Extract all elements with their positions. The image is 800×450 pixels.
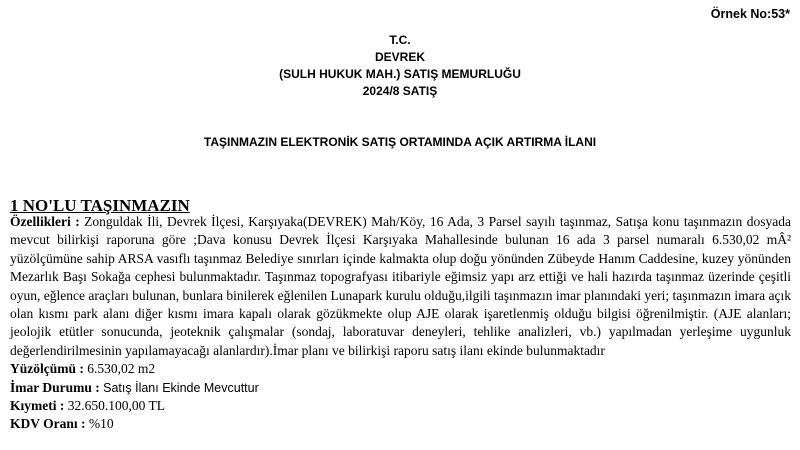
- features-paragraph: [10, 213, 791, 360]
- vat-row: [10, 415, 791, 433]
- document-title: TAŞINMAZIN ELEKTRONİK SATIŞ ORTAMINDA AÇIK ARTIRMA İLANI: [203, 135, 597, 149]
- zoning-label: İmar Durumu :: [10, 379, 104, 395]
- zoning-row: [10, 379, 791, 397]
- area-value: 6.530,02 m2: [87, 361, 156, 377]
- document-header: [0, 32, 800, 100]
- header-line-case: 2024/8 SATIŞ: [362, 84, 438, 98]
- property-heading: 1 NO'LU TAŞINMAZIN: [10, 196, 190, 215]
- vat-value: %10: [88, 416, 114, 432]
- features-text: Zonguldak İli, Devrek İlçesi, Karşıyaka(DEVREK) Mah/Köy, 16 Ada, 3 Parsel sayılı taşınmaz, Satışa konu taşınmazın dosyada mevcut bilirkişi raporuna göre ;Dava konusu Devrek İlçesi Karşıyaka Mahallesinde bulunan 16 ada 3 parsel numaralı 6.530,02 mÂ² yüzölçümüne sahip ARSA vasıflı taşınmaz Belediye sınırları içinde kalmakta olup doğu yönünden Zübeyde Hanım Caddesine, kuzey yönünden Mezarlık Başı Sokağa cephesi bulunmaktadır. Taşınmaz topografyası itibariyle eğimsiz yapı arz ettiği ve hali hazırda taşınmaz üzerinde çeşitli oyun, eğlence araçları bulunan, bunlara binilerek eğlenilen Lunapark kurulu olduğu,ilgili taşınmazın imar planındaki yeri; taşınmazın imara açık olan kısmı park alanı diğer kısmı imara kapalı olarak gözükmekte olup AJE olarak işaretlenmiş olduğu bilgisi öğrenilmiştir. (AJE alanları; jeolojik etütler sonucunda, jeoteknik çalışmalar (sondaj, laboratuvar deneyleri, tehlike analizleri, vb.) yapılmadan yerleşime uygunluk değerlendirilmesinin yapılamayacağı alanlardır).İmar planı ve bilirkişi raporu satış ilanı ekinde bulunmaktadır: [10, 214, 792, 358]
- value-row: [10, 397, 791, 415]
- features-label: Özellikleri :: [10, 214, 85, 229]
- property-details: [10, 213, 791, 434]
- area-row: [10, 360, 791, 378]
- value-amount: 32.650.100,00 TL: [67, 398, 165, 414]
- header-line-district: DEVREK: [374, 50, 425, 64]
- value-label: Kıymeti :: [10, 398, 68, 414]
- header-line-office: (SULH HUKUK MAH.) SATIŞ MEMURLUĞU: [279, 67, 521, 81]
- vat-label: KDV Oranı :: [10, 416, 89, 432]
- zoning-value: Satış İlanı Ekinde Mevcuttur: [103, 380, 259, 395]
- example-number: Örnek No:53*: [710, 7, 790, 21]
- area-label: Yüzölçümü :: [10, 361, 88, 377]
- header-line-tc: T.C.: [389, 33, 411, 47]
